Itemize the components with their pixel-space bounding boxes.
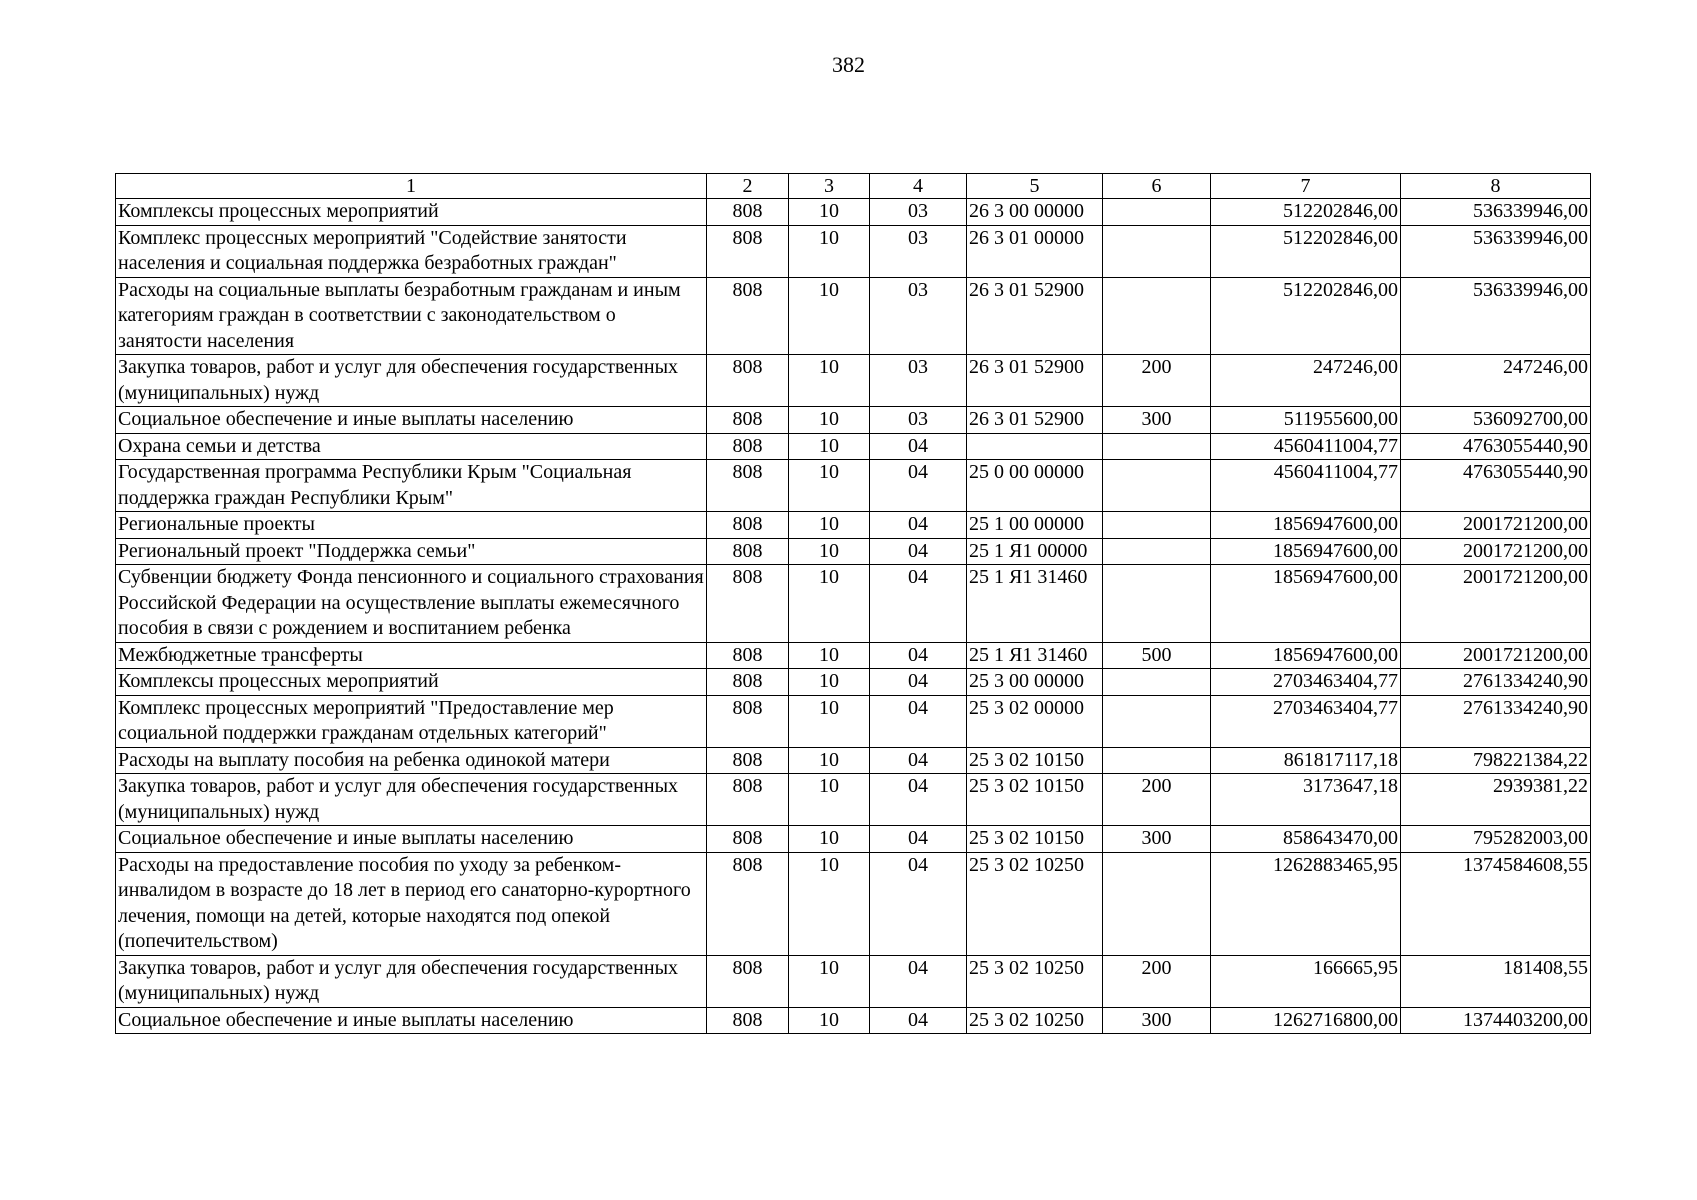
row-target-article-cell: 25 1 Я1 31460: [967, 642, 1103, 669]
row-amount-year2-cell: 536339946,00: [1401, 199, 1591, 226]
row-section-cell: 10: [789, 747, 870, 774]
row-target-article-cell: 26 3 01 52900: [967, 355, 1103, 407]
row-subsection-cell: 03: [870, 199, 967, 226]
table-row: [116, 642, 1591, 669]
table-row: [116, 1007, 1591, 1034]
row-ministry-code-cell: 808: [707, 512, 789, 539]
row-name-cell: Социальное обеспечение и иные выплаты населению: [116, 826, 707, 853]
row-section-cell: 10: [789, 826, 870, 853]
table-row: [116, 199, 1591, 226]
row-amount-year1-cell: 1262716800,00: [1211, 1007, 1401, 1034]
page-number: 382: [832, 52, 865, 77]
header-cell: 7: [1211, 174, 1401, 199]
row-target-article-cell: 25 3 02 10150: [967, 774, 1103, 826]
row-ministry-code-cell: 808: [707, 747, 789, 774]
row-amount-year2-cell: 795282003,00: [1401, 826, 1591, 853]
row-name-cell: Государственная программа Республики Крым "Социальная поддержка граждан Республики Крым": [116, 460, 707, 512]
row-section-cell: 10: [789, 774, 870, 826]
row-target-article-cell: 25 3 02 10250: [967, 852, 1103, 955]
row-amount-year1-cell: 1856947600,00: [1211, 538, 1401, 565]
row-expense-type-cell: 300: [1103, 826, 1211, 853]
row-target-article-cell: 25 0 00 00000: [967, 460, 1103, 512]
row-subsection-cell: 04: [870, 852, 967, 955]
row-target-article-cell: 26 3 01 52900: [967, 277, 1103, 355]
row-section-cell: 10: [789, 407, 870, 434]
row-amount-year1-cell: 1262883465,95: [1211, 852, 1401, 955]
header-cell: 3: [789, 174, 870, 199]
row-section-cell: 10: [789, 199, 870, 226]
row-section-cell: 10: [789, 512, 870, 539]
row-ministry-code-cell: 808: [707, 565, 789, 643]
row-section-cell: 10: [789, 565, 870, 643]
row-subsection-cell: 04: [870, 826, 967, 853]
row-subsection-cell: 04: [870, 642, 967, 669]
row-ministry-code-cell: 808: [707, 199, 789, 226]
table-row: [116, 826, 1591, 853]
row-section-cell: 10: [789, 355, 870, 407]
row-ministry-code-cell: 808: [707, 1007, 789, 1034]
row-amount-year2-cell: 181408,55: [1401, 955, 1591, 1007]
row-section-cell: 10: [789, 852, 870, 955]
table-row: [116, 669, 1591, 696]
row-ministry-code-cell: 808: [707, 460, 789, 512]
row-expense-type-cell: 200: [1103, 355, 1211, 407]
row-amount-year2-cell: 536339946,00: [1401, 277, 1591, 355]
row-amount-year1-cell: 4560411004,77: [1211, 460, 1401, 512]
row-target-article-cell: 26 3 00 00000: [967, 199, 1103, 226]
row-name-cell: Комплексы процессных мероприятий: [116, 199, 707, 226]
row-target-article-cell: 25 1 00 00000: [967, 512, 1103, 539]
row-expense-type-cell: [1103, 225, 1211, 277]
row-amount-year2-cell: 247246,00: [1401, 355, 1591, 407]
row-amount-year1-cell: 512202846,00: [1211, 225, 1401, 277]
table-row: [116, 774, 1591, 826]
row-amount-year1-cell: 4560411004,77: [1211, 433, 1401, 460]
row-subsection-cell: 04: [870, 538, 967, 565]
row-expense-type-cell: 200: [1103, 774, 1211, 826]
row-target-article-cell: 25 1 Я1 00000: [967, 538, 1103, 565]
row-section-cell: 10: [789, 695, 870, 747]
table-row: [116, 433, 1591, 460]
row-ministry-code-cell: 808: [707, 355, 789, 407]
row-name-cell: Комплекс процессных мероприятий "Содействие занятости населения и социальная поддержка безработных граждан": [116, 225, 707, 277]
table-row: [116, 565, 1591, 643]
row-amount-year1-cell: 1856947600,00: [1211, 642, 1401, 669]
row-expense-type-cell: 300: [1103, 1007, 1211, 1034]
row-subsection-cell: 04: [870, 1007, 967, 1034]
row-subsection-cell: 04: [870, 955, 967, 1007]
row-name-cell: Расходы на социальные выплаты безработным гражданам и иным категориям граждан в соответствии с законодательством о занятости населения: [116, 277, 707, 355]
header-cell: 5: [967, 174, 1103, 199]
row-subsection-cell: 03: [870, 225, 967, 277]
row-expense-type-cell: 200: [1103, 955, 1211, 1007]
header-cell: 6: [1103, 174, 1211, 199]
row-expense-type-cell: [1103, 852, 1211, 955]
row-ministry-code-cell: 808: [707, 642, 789, 669]
row-section-cell: 10: [789, 433, 870, 460]
row-ministry-code-cell: 808: [707, 852, 789, 955]
row-expense-type-cell: 300: [1103, 407, 1211, 434]
row-subsection-cell: 04: [870, 669, 967, 696]
row-ministry-code-cell: 808: [707, 407, 789, 434]
header-cell: 4: [870, 174, 967, 199]
row-section-cell: 10: [789, 277, 870, 355]
row-target-article-cell: 26 3 01 00000: [967, 225, 1103, 277]
row-amount-year1-cell: 1856947600,00: [1211, 512, 1401, 539]
row-amount-year2-cell: 2001721200,00: [1401, 565, 1591, 643]
row-amount-year2-cell: 536092700,00: [1401, 407, 1591, 434]
row-expense-type-cell: [1103, 695, 1211, 747]
row-target-article-cell: 25 3 02 00000: [967, 695, 1103, 747]
table-row: [116, 695, 1591, 747]
row-expense-type-cell: [1103, 199, 1211, 226]
header-cell: 1: [116, 174, 707, 199]
header-row: [116, 174, 1591, 199]
row-amount-year2-cell: 4763055440,90: [1401, 460, 1591, 512]
row-expense-type-cell: [1103, 538, 1211, 565]
row-name-cell: Социальное обеспечение и иные выплаты населению: [116, 1007, 707, 1034]
row-target-article-cell: 25 1 Я1 31460: [967, 565, 1103, 643]
row-expense-type-cell: 500: [1103, 642, 1211, 669]
row-amount-year2-cell: 2001721200,00: [1401, 538, 1591, 565]
row-amount-year1-cell: 511955600,00: [1211, 407, 1401, 434]
row-subsection-cell: 04: [870, 433, 967, 460]
row-amount-year1-cell: 861817117,18: [1211, 747, 1401, 774]
row-ministry-code-cell: 808: [707, 955, 789, 1007]
row-name-cell: Субвенции бюджету Фонда пенсионного и социального страхования Российской Федерации на осуществление выплаты ежемесячного пособия в связи с рождением и воспитанием ребенка: [116, 565, 707, 643]
row-subsection-cell: 04: [870, 747, 967, 774]
row-name-cell: Охрана семьи и детства: [116, 433, 707, 460]
row-name-cell: Расходы на выплату пособия на ребенка одинокой матери: [116, 747, 707, 774]
row-expense-type-cell: [1103, 747, 1211, 774]
row-ministry-code-cell: 808: [707, 433, 789, 460]
row-target-article-cell: 25 3 02 10150: [967, 747, 1103, 774]
row-amount-year1-cell: 166665,95: [1211, 955, 1401, 1007]
row-name-cell: Комплекс процессных мероприятий "Предоставление мер социальной поддержки гражданам отдельных категорий": [116, 695, 707, 747]
row-section-cell: 10: [789, 642, 870, 669]
row-subsection-cell: 03: [870, 355, 967, 407]
row-amount-year1-cell: 512202846,00: [1211, 199, 1401, 226]
row-amount-year1-cell: 2703463404,77: [1211, 695, 1401, 747]
row-name-cell: Закупка товаров, работ и услуг для обеспечения государственных (муниципальных) нужд: [116, 355, 707, 407]
row-target-article-cell: 25 3 02 10150: [967, 826, 1103, 853]
row-target-article-cell: 26 3 01 52900: [967, 407, 1103, 434]
header-cell: 8: [1401, 174, 1591, 199]
row-section-cell: 10: [789, 225, 870, 277]
row-section-cell: 10: [789, 669, 870, 696]
table-row: [116, 407, 1591, 434]
row-amount-year1-cell: 3173647,18: [1211, 774, 1401, 826]
row-name-cell: Закупка товаров, работ и услуг для обеспечения государственных (муниципальных) нужд: [116, 774, 707, 826]
row-amount-year2-cell: 536339946,00: [1401, 225, 1591, 277]
row-name-cell: Межбюджетные трансферты: [116, 642, 707, 669]
row-name-cell: Социальное обеспечение и иные выплаты населению: [116, 407, 707, 434]
row-amount-year2-cell: 1374403200,00: [1401, 1007, 1591, 1034]
row-ministry-code-cell: 808: [707, 669, 789, 696]
row-ministry-code-cell: 808: [707, 225, 789, 277]
row-amount-year1-cell: 247246,00: [1211, 355, 1401, 407]
row-amount-year1-cell: 1856947600,00: [1211, 565, 1401, 643]
row-target-article-cell: 25 3 00 00000: [967, 669, 1103, 696]
row-subsection-cell: 03: [870, 407, 967, 434]
row-amount-year1-cell: 512202846,00: [1211, 277, 1401, 355]
row-name-cell: Региональные проекты: [116, 512, 707, 539]
row-amount-year2-cell: 2761334240,90: [1401, 695, 1591, 747]
row-amount-year1-cell: 2703463404,77: [1211, 669, 1401, 696]
row-expense-type-cell: [1103, 277, 1211, 355]
row-amount-year2-cell: 4763055440,90: [1401, 433, 1591, 460]
table-row: [116, 955, 1591, 1007]
table-row: [116, 225, 1591, 277]
row-expense-type-cell: [1103, 669, 1211, 696]
row-subsection-cell: 04: [870, 565, 967, 643]
row-amount-year2-cell: 798221384,22: [1401, 747, 1591, 774]
row-section-cell: 10: [789, 1007, 870, 1034]
table-row: [116, 852, 1591, 955]
row-subsection-cell: 04: [870, 512, 967, 539]
row-amount-year2-cell: 1374584608,55: [1401, 852, 1591, 955]
row-section-cell: 10: [789, 538, 870, 565]
row-name-cell: Закупка товаров, работ и услуг для обеспечения государственных (муниципальных) нужд: [116, 955, 707, 1007]
row-ministry-code-cell: 808: [707, 826, 789, 853]
table-row: [116, 355, 1591, 407]
row-expense-type-cell: [1103, 512, 1211, 539]
row-ministry-code-cell: 808: [707, 538, 789, 565]
row-ministry-code-cell: 808: [707, 277, 789, 355]
row-subsection-cell: 04: [870, 695, 967, 747]
row-section-cell: 10: [789, 460, 870, 512]
row-amount-year2-cell: 2761334240,90: [1401, 669, 1591, 696]
row-expense-type-cell: [1103, 460, 1211, 512]
row-subsection-cell: 03: [870, 277, 967, 355]
row-amount-year2-cell: 2001721200,00: [1401, 642, 1591, 669]
table-row: [116, 512, 1591, 539]
row-amount-year2-cell: 2001721200,00: [1401, 512, 1591, 539]
row-name-cell: Расходы на предоставление пособия по уходу за ребенком-инвалидом в возрасте до 18 лет в период его санаторно-курортного лечения, помощи на детей, которые находятся под опекой (попечительством): [116, 852, 707, 955]
table-row: [116, 538, 1591, 565]
row-target-article-cell: [967, 433, 1103, 460]
table-row: [116, 277, 1591, 355]
row-name-cell: Комплексы процессных мероприятий: [116, 669, 707, 696]
row-expense-type-cell: [1103, 565, 1211, 643]
row-section-cell: 10: [789, 955, 870, 1007]
row-expense-type-cell: [1103, 433, 1211, 460]
row-amount-year1-cell: 858643470,00: [1211, 826, 1401, 853]
table-row: [116, 460, 1591, 512]
row-target-article-cell: 25 3 02 10250: [967, 1007, 1103, 1034]
row-subsection-cell: 04: [870, 774, 967, 826]
row-ministry-code-cell: 808: [707, 774, 789, 826]
row-target-article-cell: 25 3 02 10250: [967, 955, 1103, 1007]
row-name-cell: Региональный проект "Поддержка семьи": [116, 538, 707, 565]
table-row: [116, 747, 1591, 774]
row-ministry-code-cell: 808: [707, 695, 789, 747]
budget-table: [115, 173, 1591, 1034]
header-cell: 2: [707, 174, 789, 199]
row-subsection-cell: 04: [870, 460, 967, 512]
row-amount-year2-cell: 2939381,22: [1401, 774, 1591, 826]
